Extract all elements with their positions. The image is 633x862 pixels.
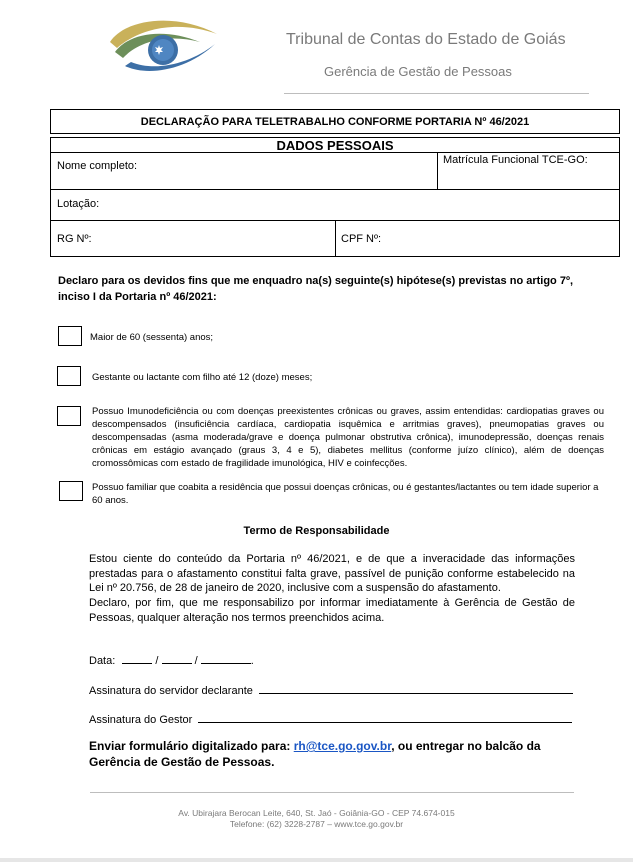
option-over-60: Maior de 60 (sessenta) anos;	[90, 332, 214, 343]
footer-address: Av. Ubirajara Berocan Leite, 640, St. Jaó - Goiânia-GO - CEP 74.674-015	[178, 808, 455, 818]
date-line	[89, 652, 254, 667]
row-divider	[437, 153, 438, 189]
server-signature-field[interactable]	[259, 682, 573, 694]
matricula-label: Matrícula Funcional TCE-GO:	[443, 154, 588, 166]
date-separator: /	[155, 655, 159, 667]
manager-signature-label: Assinatura do Gestor	[89, 714, 193, 726]
checkbox-family-member[interactable]	[59, 481, 83, 501]
send-suffix: , ou entregar no balcão da Gerência de Gestão de Pessoas.	[89, 739, 541, 769]
row-divider	[335, 221, 336, 256]
send-prefix: Enviar formulário digitalizado para:	[89, 739, 291, 753]
termo-paragraph: Estou ciente do conteúdo da Portaria nº 46/2021, e de que a inveracidade das informações prestadas para o afastamento constitui falta grave, passível de punição conforme estabelecido na Lei nº 20.756, de 28 de janeiro de 2020, inclusive com a suspensão do afastamento.	[89, 553, 575, 594]
email-link[interactable]: rh@tce.go.gov.br	[293, 739, 392, 753]
department-name: Gerência de Gestão de Pessoas	[324, 64, 512, 79]
header-divider	[284, 93, 589, 94]
lotacao-label: Lotação:	[57, 198, 100, 210]
termo-paragraph: Declaro, por fim, que me responsabilizo por informar imediatamente à Gerência de Gestão de Pessoas, qualquer alteração nos termos preenchidos acima.	[89, 597, 575, 624]
cpf-label: CPF Nº:	[341, 233, 382, 245]
row-lotacao	[50, 189, 620, 221]
declaration-text: Declaro para os devidos fins que me enquadro na(s) seguinte(s) hipótese(s) previstas no artigo 7º, inciso I da Portaria nº 46/2021:	[58, 275, 574, 303]
organization-name: Tribunal de Contas do Estado de Goiás	[286, 31, 566, 48]
section-title: DADOS PESSOAIS	[50, 137, 620, 153]
footer-divider	[90, 792, 574, 793]
date-month-field[interactable]	[162, 652, 192, 664]
checkbox-over-60[interactable]	[58, 326, 82, 346]
option-pregnant-lactating: Gestante ou lactante com filho até 12 (doze) meses;	[92, 372, 313, 383]
date-year-field[interactable]	[201, 652, 251, 664]
termo-title: Termo de Responsabilidade	[243, 525, 390, 537]
server-signature-line	[89, 682, 573, 697]
server-signature-label: Assinatura do servidor declarante	[89, 685, 253, 697]
form-title: DECLARAÇÃO PARA TELETRABALHO CONFORME PORTARIA Nº 46/2021	[50, 109, 620, 134]
row-name-registration	[50, 152, 620, 190]
option-immunodeficiency: Possuo Imunodeficiência ou com doenças preexistentes crônicas ou graves, assim entendidas: cardiopatias graves ou descompensados (insuficiência cardíaca, cardiopatia isquêmica e arritmias graves), pneumopatias graves ou descompensadas (asma moderada/grave e doença pulmonar obstrutiva crônica), imunodepressão, doenças renais crônicas em estágio avançado (graus 3, 4 e 5), diabetes mellitus (conforme juízo clínico), além de doenças cromossômicas com estado de fragilidade imunológica, HIV e coinfecções.	[92, 406, 604, 469]
manager-signature-line	[89, 711, 572, 726]
date-day-field[interactable]	[122, 652, 152, 664]
date-separator: /	[194, 655, 198, 667]
date-label: Data:	[89, 655, 116, 667]
page-bottom-edge	[0, 858, 633, 862]
footer-contact: Telefone: (62) 3228-2787 – www.tce.go.gov.br	[229, 819, 404, 829]
nome-label: Nome completo:	[57, 160, 138, 172]
checkbox-immunodeficiency[interactable]	[57, 406, 81, 426]
send-instruction	[89, 738, 577, 770]
tce-go-logo-icon	[105, 14, 220, 84]
manager-signature-field[interactable]	[198, 711, 572, 723]
rg-label: RG Nº:	[57, 233, 92, 245]
option-family-member: Possuo familiar que coabita a residência que possui doenças crônicas, ou é gestantes/lactantes ou tem idade superior a 60 anos.	[92, 482, 599, 506]
row-documents	[50, 220, 620, 257]
checkbox-pregnant-lactating[interactable]	[57, 366, 81, 386]
date-period: .	[250, 655, 254, 667]
